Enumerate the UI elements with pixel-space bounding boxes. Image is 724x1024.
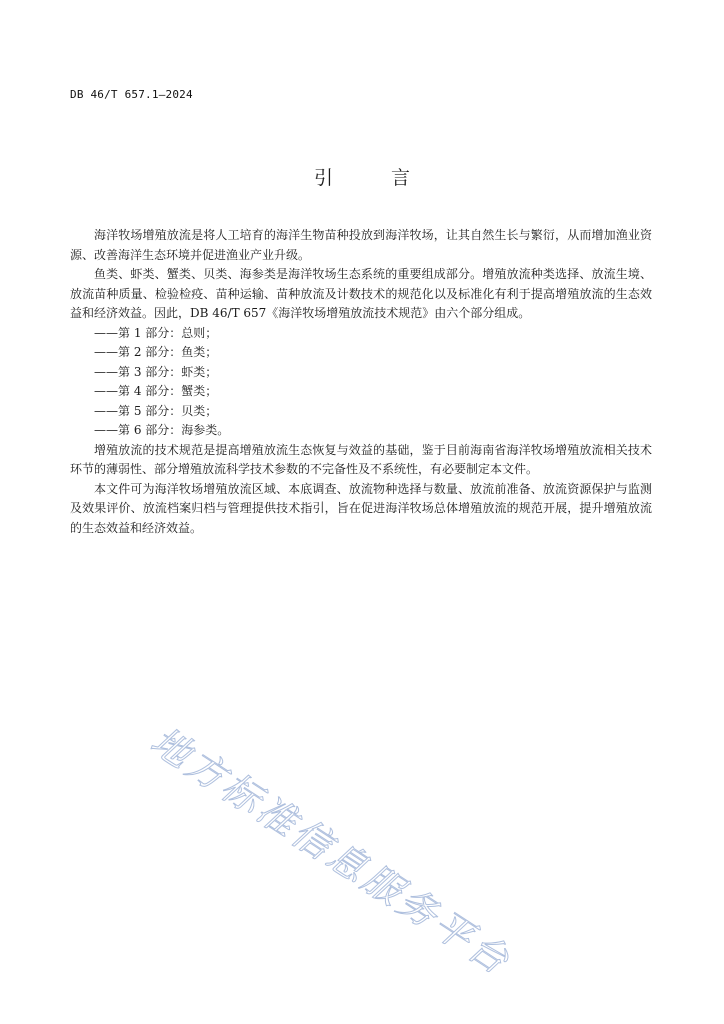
watermark: 地方标准信息服务平台 — [143, 718, 520, 985]
document-id: DB 46/T 657.1—2024 — [70, 88, 193, 101]
part-list-item: ——第 1 部分：总则； — [94, 325, 218, 340]
part-list-item: ——第 2 部分：鱼类； — [94, 345, 218, 359]
paragraph-scope: 本文件可为海洋牧场增殖放流区域、本底调查、放流物种选择与数量、放流前准备、放流资源保护与监测及效果评价、放流档案归档与管理提供技术指引，旨在促进海洋牧场总体增殖放流的规范开展，提升增殖放流的生态效益和经济效益。 — [70, 481, 652, 535]
part-list-item: ——第 4 部分：蟹类； — [94, 384, 218, 398]
part-list-item: ——第 3 部分：虾类； — [94, 364, 218, 379]
part-list-item: ——第 6 部分：海参类。 — [94, 423, 230, 437]
part-list-item: ——第 5 部分：贝类； — [94, 403, 218, 418]
paragraph-intro: 海洋牧场增殖放流是将人工培育的海洋生物苗种投放到海洋牧场，让其自然生长与繁衍，从而增加渔业资源、改善海洋生态环境并促进渔业产业升级。 — [70, 228, 652, 262]
page-title: 引 言 — [313, 167, 437, 189]
paragraph-composition: 鱼类、虾类、蟹类、贝类、海参类是海洋牧场生态系统的重要组成部分。增殖放流种类选择、放流生境、放流苗种质量、检验检疫、苗种运输、苗种放流及计数技术的规范化以及标准化有利于提高增殖放流的生态效益和经济效益。因此，DB 46/T 657《海洋牧场增殖放流技术规范》由六个部分组成。 — [70, 267, 652, 320]
paragraph-rationale: 增殖放流的技术规范是提高增殖放流生态恢复与效益的基础，鉴于目前海南省海洋牧场增殖放流相关技术环节的薄弱性、部分增殖放流科学技术参数的不完备性及不系统性，有必要制定本文件。 — [70, 442, 652, 476]
document-body — [70, 226, 652, 538]
